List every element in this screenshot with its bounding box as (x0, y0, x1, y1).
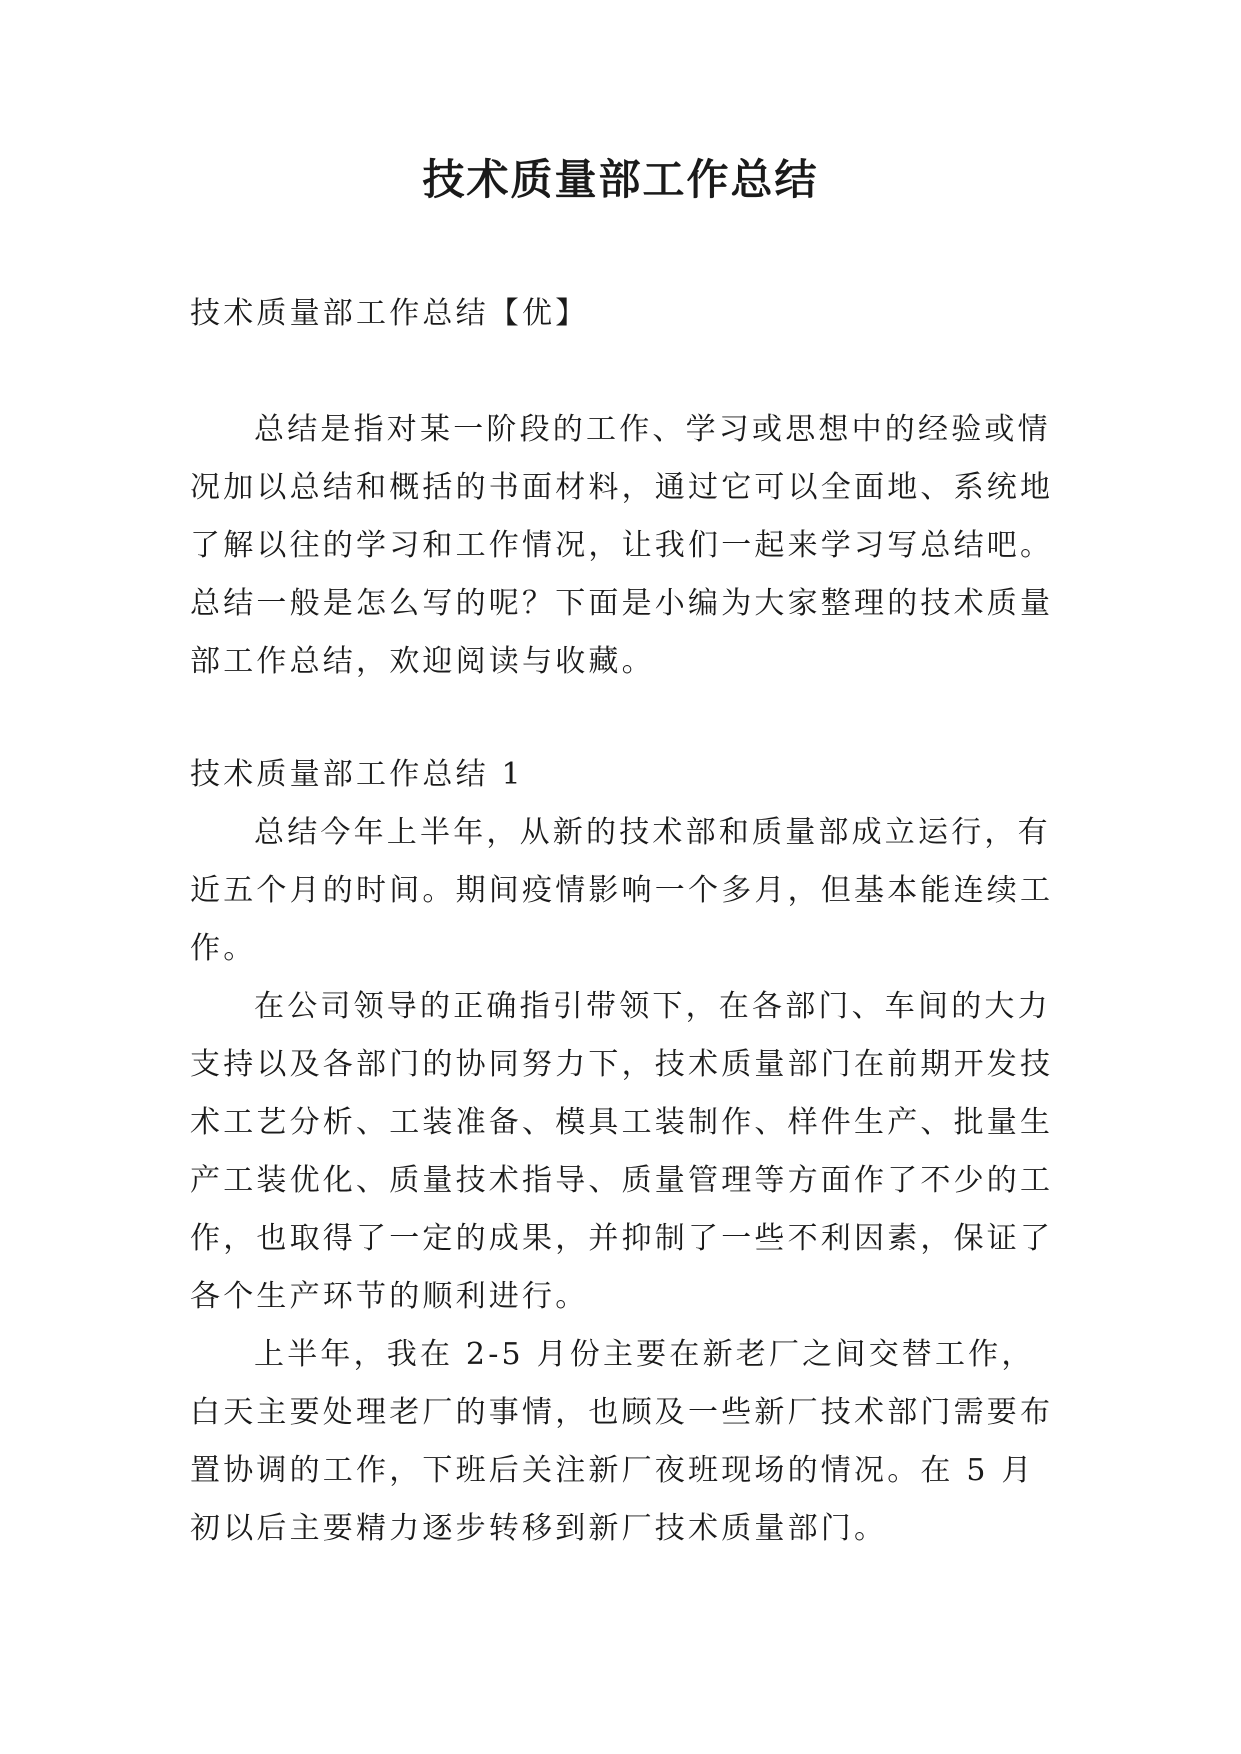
document-subtitle: 技术质量部工作总结【优】 (190, 296, 589, 331)
document-body (190, 285, 1065, 1558)
section-heading: 技术质量部工作总结 1 (190, 757, 524, 792)
intro-paragraph: 总结是指对某一阶段的工作、学习或思想中的经验或情况加以总结和概括的书面材料，通过它可以全面地、系统地了解以往的学习和工作情况，让我们一起来学习写总结吧。总结一般是怎么写的呢？下面是小编为大家整理的技术质量部工作总结，欢迎阅读与收藏。 (190, 412, 1054, 679)
document-title: 技术质量部工作总结 (422, 155, 819, 204)
body-paragraph-1: 总结今年上半年，从新的技术部和质量部成立运行，有近五个月的时间。期间疫情影响一个多月，但基本能连续工作。 (190, 815, 1054, 966)
body-paragraph-3: 上半年，我在 2-5 月份主要在新老厂之间交替工作，白天主要处理老厂的事情，也顾及一些新厂技术部门需要布置协调的工作，下班后关注新厂夜班现场的情况。在 5 月初以后主要精力逐步转移到新厂技术质量部门。 (190, 1337, 1054, 1546)
body-paragraph-2: 在公司领导的正确指引带领下，在各部门、车间的大力支持以及各部门的协同努力下，技术质量部门在前期开发技术工艺分析、工装准备、模具工装制作、样件生产、批量生产工装优化、质量技术指导、质量管理等方面作了不少的工作，也取得了一定的成果，并抑制了一些不利因素，保证了各个生产环节的顺利进行。 (190, 989, 1054, 1314)
